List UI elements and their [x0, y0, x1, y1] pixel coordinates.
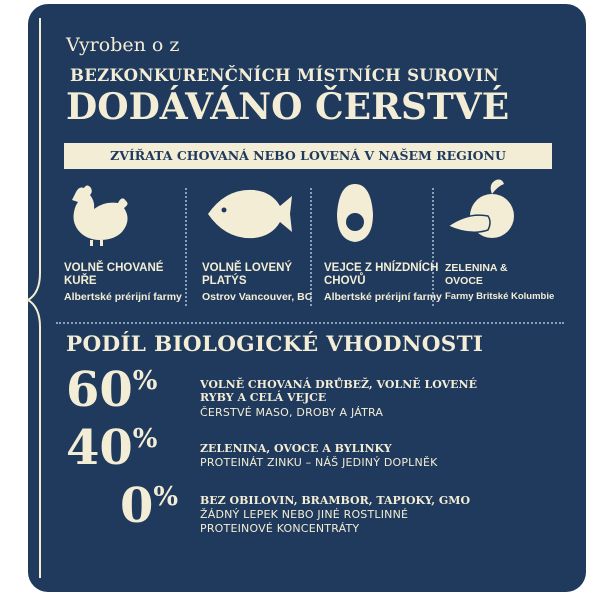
vegetables-icon	[442, 178, 524, 248]
ingredient-name: VOLNĚ LOVENÝ PLATÝS	[202, 262, 293, 287]
ingredient-name: VOLNĚ CHOVANÉ KUŘE	[64, 262, 164, 287]
row-bold-line: VOLNĚ CHOVANÁ DRŮBEŽ, VOLNĚ LOVENÉ	[200, 378, 477, 391]
column-divider	[185, 188, 188, 306]
header-line-1: BEZKONKURENČNÍCH MÍSTNÍCH SUROVIN	[70, 66, 499, 85]
row-normal-line: PROTEINÁT ZINKU – NÁŠ JEDINÝ DOPLNĚK	[200, 456, 438, 469]
row-normal-line: ČERSTVÉ MASO, DROBY A JÁTRA	[200, 406, 384, 419]
bio-title: PODÍL BIOLOGICKÉ VHODNOSTI	[66, 332, 484, 357]
made-from-label: Vyroben o z	[66, 34, 180, 56]
column-divider	[310, 188, 313, 306]
region-banner: ZVÍŘATA CHOVANÁ NEBO LOVENÁ V NAŠEM REGIONU	[64, 143, 552, 169]
row-bold-line: ZELENINA, OVOCE A BYLINKY	[200, 442, 392, 455]
ingredient-source: Albertské prérijní farmy	[324, 291, 442, 303]
column-divider	[432, 188, 435, 306]
row-normal-line: ŽÁDNÝ LEPEK NEBO JINÉ ROSTLINNÉ	[200, 508, 409, 521]
egg-icon	[330, 178, 380, 248]
header-line-2: DODÁVÁNO ČERSTVÉ	[66, 86, 510, 128]
ingredient-name: VEJCE Z HNÍZDNÍCH CHOVŮ	[324, 262, 439, 287]
percent-0: 0%	[120, 478, 179, 534]
ingredient-source: Albertské prérijní farmy	[64, 291, 182, 303]
ingredient-source: Ostrov Vancouver, BC	[202, 291, 313, 303]
fish-icon	[204, 178, 296, 248]
ingredient-name: ZELENINA & OVOCE	[445, 262, 508, 287]
row-bold-line: RYBY A CELÁ VEJCE	[200, 391, 327, 404]
ingredient-source: Farmy Britské Kolumbie	[445, 291, 555, 302]
bracket-line-decoration	[6, 18, 46, 578]
percent-60: 60%	[66, 362, 158, 418]
percent-40: 40%	[66, 420, 158, 476]
chicken-icon	[62, 178, 132, 248]
section-divider	[56, 322, 564, 324]
row-normal-line: PROTEINOVÉ KONCENTRÁTY	[200, 522, 360, 535]
row-bold-line: BEZ OBILOVIN, BRAMBOR, TAPIOKY, GMO	[200, 494, 471, 507]
